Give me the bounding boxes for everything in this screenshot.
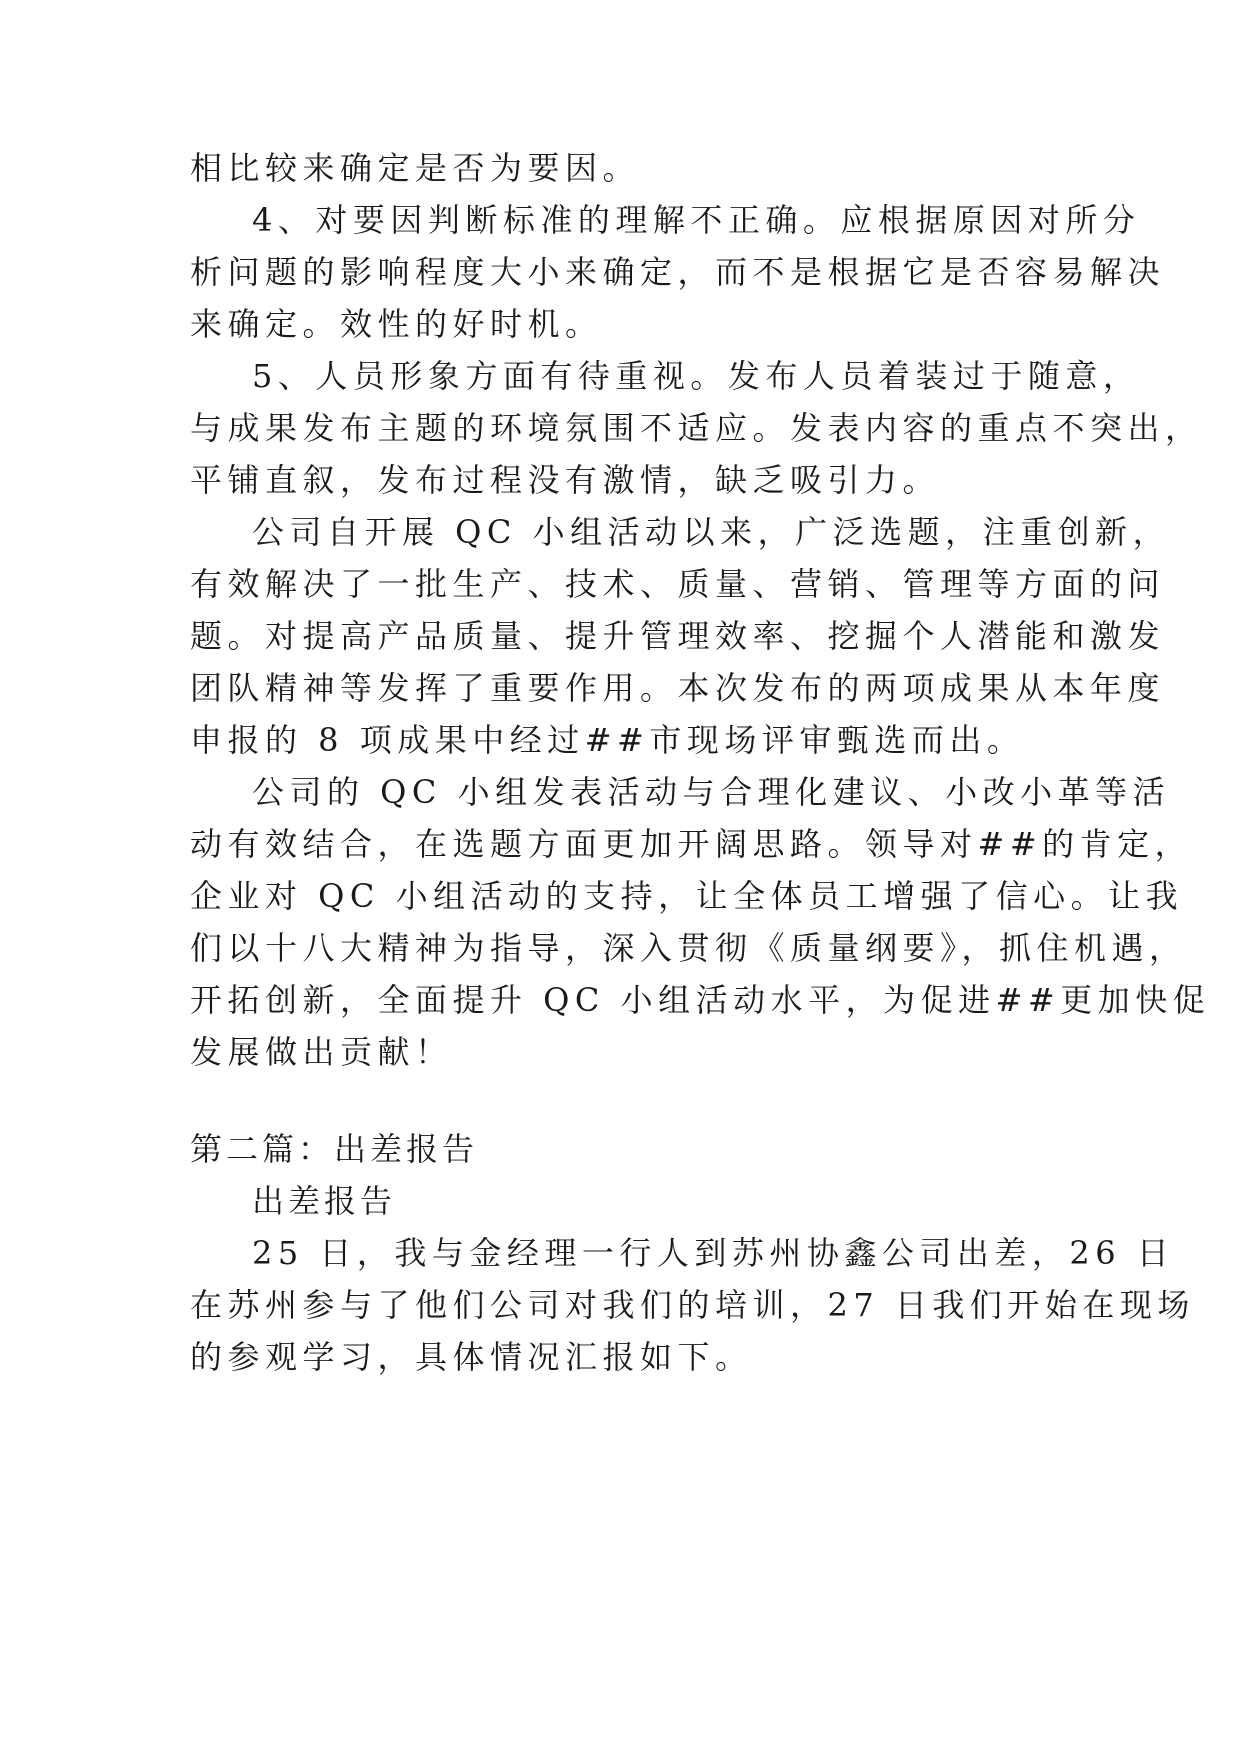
paragraph-line: 析问题的影响程度大小来确定，而不是根据它是否容易解决 <box>190 253 1166 291</box>
paragraph-line: 团队精神等发挥了重要作用。本次发布的两项成果从本年度 <box>190 669 1166 707</box>
paragraph-line: 平铺直叙，发布过程没有激情，缺乏吸引力。 <box>190 461 941 499</box>
paragraph-line: 们以十八大精神为指导，深入贯彻《质量纲要》，抓住机遇， <box>190 929 1187 967</box>
paragraph-line: 公司自开展 QC 小组活动以来，广泛选题，注重创新， <box>252 513 1171 551</box>
paragraph-line: 企业对 QC 小组活动的支持，让全体员工增强了信心。让我 <box>190 877 1184 915</box>
paragraph-line: 申报的 8 项成果中经过##市现场评审甄选而出。 <box>190 721 1025 759</box>
paragraph-line: 动有效结合，在选题方面更加开阔思路。领导对##的肯定， <box>190 825 1193 863</box>
paragraph-line: 有效解决了一批生产、技术、质量、营销、管理等方面的问 <box>190 565 1166 603</box>
paragraph-line: 开拓创新，全面提升 QC 小组活动水平，为促进##更加快促 <box>190 981 1211 1019</box>
paragraph-line: 25 日，我与金经理一行人到苏州协鑫公司出差，26 日 <box>252 1234 1175 1272</box>
paragraph-line: 相比较来确定是否为要因。 <box>190 149 641 187</box>
paragraph-line: 发展做出贡献！ <box>190 1033 453 1071</box>
report-title: 出差报告 <box>252 1182 397 1220</box>
paragraph-line: 5、人员形象方面有待重视。发布人员着装过于随意， <box>252 357 1141 395</box>
paragraph-line: 4、对要因判断标准的理解不正确。应根据原因对所分 <box>252 201 1141 239</box>
paragraph-line: 与成果发布主题的环境氛围不适应。发表内容的重点不突出， <box>190 409 1203 447</box>
paragraph-line: 的参观学习，具体情况汇报如下。 <box>190 1338 753 1376</box>
paragraph-line: 在苏州参与了他们公司对我们的培训，27 日我们开始在现场 <box>190 1286 1195 1324</box>
paragraph-line: 来确定。效性的好时机。 <box>190 305 603 343</box>
paragraph-line: 公司的 QC 小组发表活动与合理化建议、小改小革等活 <box>252 773 1171 811</box>
paragraph-line: 题。对提高产品质量、提升管理效率、挖掘个人潜能和激发 <box>190 617 1166 655</box>
section-heading: 第二篇：出差报告 <box>190 1130 479 1168</box>
